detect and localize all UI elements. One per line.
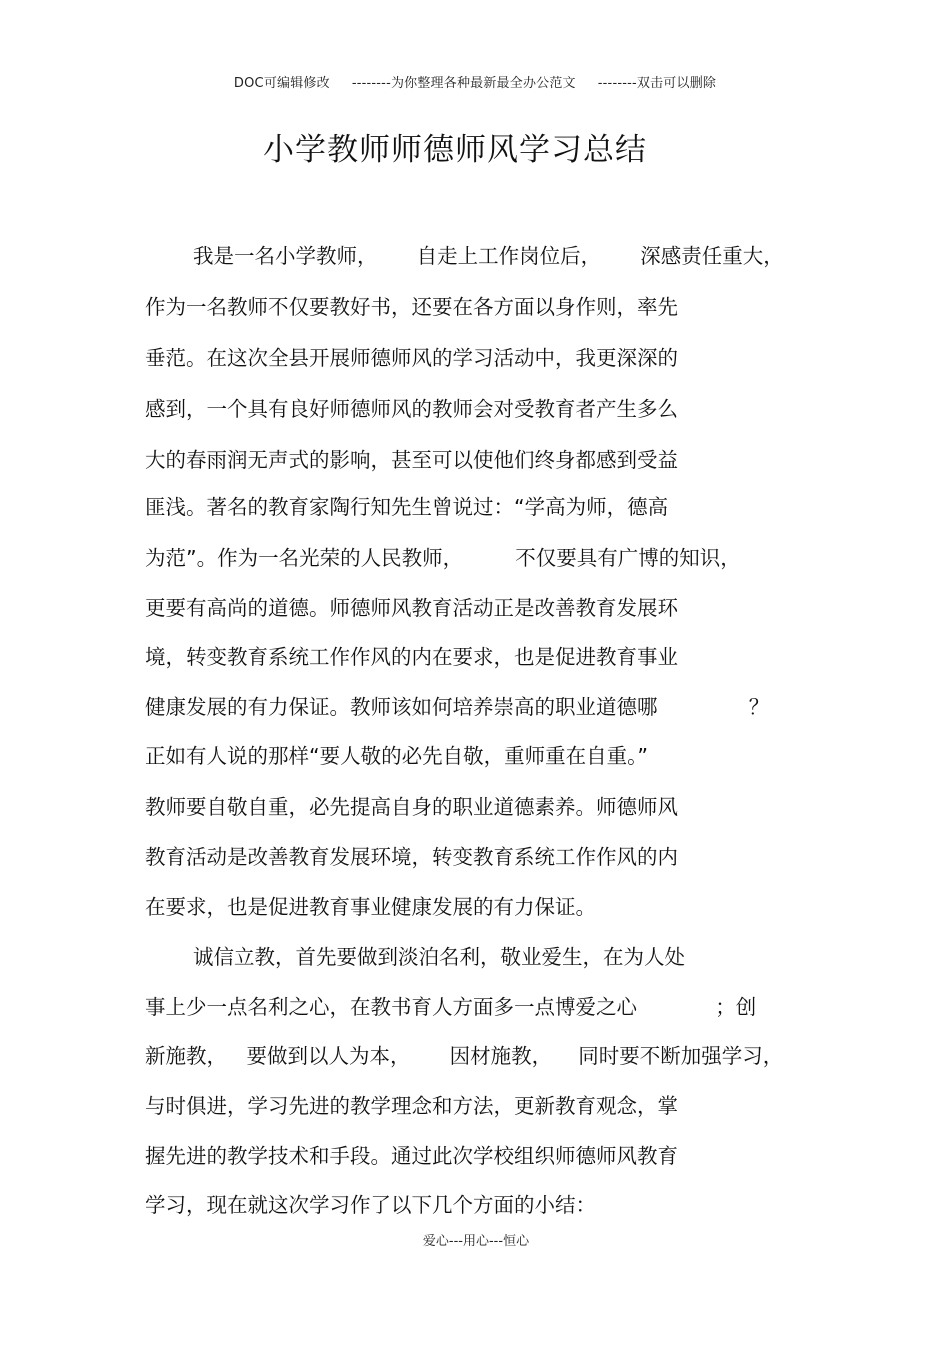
- paragraph-1-line: 教师要自敬自重，必先提高自身的职业道德素养。师德师风: [145, 795, 678, 819]
- paragraph-2-line: 握先进的教学技术和手段。通过此次学校组织师德师风教育: [145, 1144, 678, 1168]
- paragraph-1-line: 教育活动是改善教育发展环境，转变教育系统工作作风的内: [145, 845, 678, 869]
- paragraph-2-line: 事上少一点名利之心，在教书育人方面多一点博爱之心 ；创: [145, 995, 757, 1019]
- paragraph-1-line: 我是一名小学教师， 自走上工作岗位后， 深感责任重大，: [193, 244, 784, 268]
- paragraph-1-line: 垂范。在这次全县开展师德师风的学习活动中，我更深深的: [145, 346, 678, 370]
- header-left-text: DOC可编辑修改: [233, 76, 330, 91]
- paragraph-2-line: 学习，现在就这次学习作了以下几个方面的小结：: [145, 1193, 596, 1217]
- paragraph-1-line: 境，转变教育系统工作作风的内在要求，也是促进教育事业: [145, 645, 678, 669]
- paragraph-1-line: 为范”。作为一名光荣的人民教师， 不仅要具有广博的知识，: [145, 546, 741, 570]
- paragraph-1-line: 在要求，也是促进教育事业健康发展的有力保证。: [145, 895, 596, 919]
- paragraph-1-line: 大的春雨润无声式的影响，甚至可以使他们终身都感到受益: [145, 448, 678, 472]
- document-title: 小学教师师德师风学习总结: [263, 132, 647, 168]
- paragraph-1-line: 匪浅。著名的教育家陶行知先生曾说过：“学高为师，德高: [145, 495, 669, 519]
- paragraph-1-line: 正如有人说的那样“要人敬的必先自敬，重师重在自重。”: [145, 744, 648, 768]
- paragraph-1-line: 作为一名教师不仅要教好书，还要在各方面以身作则，率先: [145, 295, 678, 319]
- paragraph-1-line: 感到，一个具有良好师德师风的教师会对受教育者产生多么: [145, 397, 678, 421]
- document-footer: 爱心---用心---恒心: [422, 1234, 530, 1249]
- paragraph-2-line: 新施教， 要做到以人为本， 因材施教， 同时要不断加强学习，: [145, 1044, 784, 1068]
- header-middle-text: --------为你整理各种最新最全办公范文: [351, 76, 576, 91]
- paragraph-2-line: 诚信立教，首先要做到淡泊名利，敬业爱生，在为人处: [193, 945, 685, 969]
- paragraph-1-line: 健康发展的有力保证。教师该如何培养崇高的职业道德哪 ？: [145, 695, 770, 719]
- paragraph-1-line: 更要有高尚的道德。师德师风教育活动正是改善教育发展环: [145, 596, 678, 620]
- paragraph-2-line: 与时俱进，学习先进的教学理念和方法，更新教育观念，掌: [145, 1094, 678, 1118]
- header-right-text: --------双击可以删除: [597, 76, 717, 91]
